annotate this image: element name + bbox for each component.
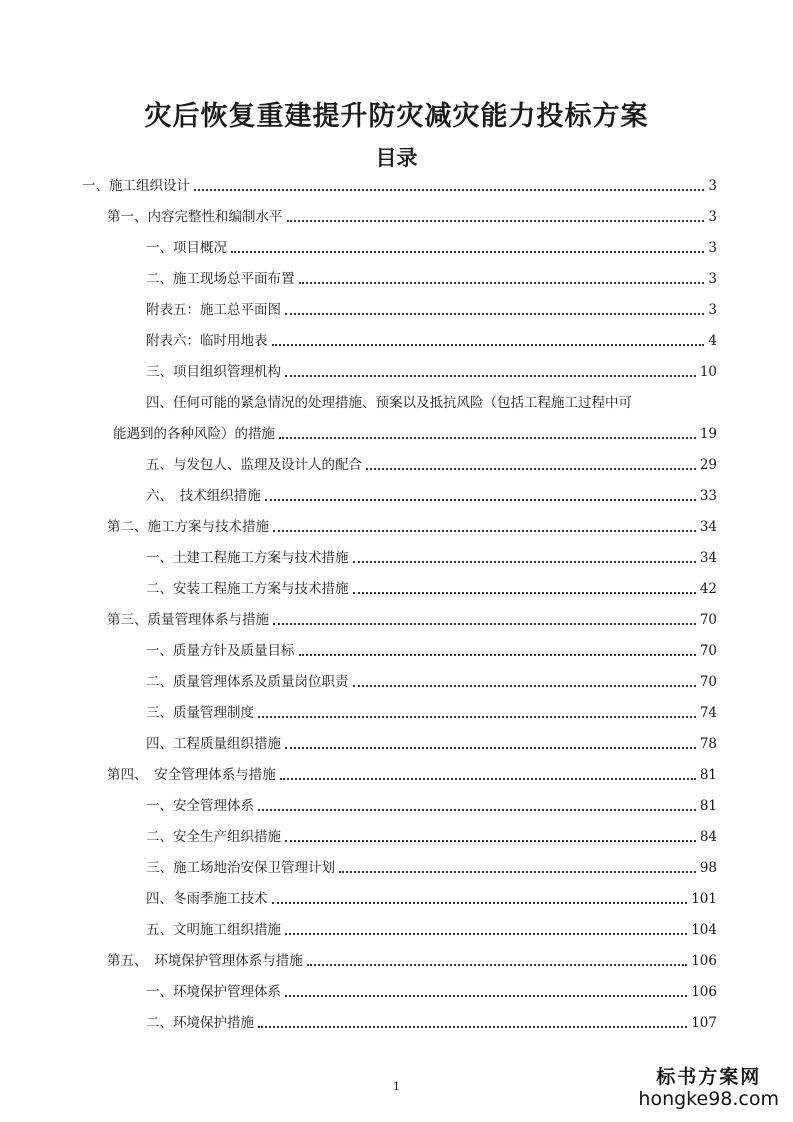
toc-entry-label: 一、质量方针及质量目标 xyxy=(146,643,295,659)
dot-leader xyxy=(285,747,696,749)
toc-entry-page: 101 xyxy=(691,891,717,907)
dot-leader xyxy=(273,530,696,532)
toc-entry-page: 3 xyxy=(708,302,717,318)
dot-leader xyxy=(353,685,696,687)
dot-leader xyxy=(279,437,696,439)
dot-leader xyxy=(353,561,696,563)
toc-entry[interactable] xyxy=(146,1013,717,1033)
watermark-cn: 标书方案网 xyxy=(656,1066,762,1088)
toc-entry[interactable] xyxy=(107,951,717,971)
toc-entry[interactable] xyxy=(146,455,717,475)
dot-leader xyxy=(272,902,688,904)
site-watermark xyxy=(638,1066,779,1110)
toc-entry[interactable] xyxy=(146,331,717,351)
toc-entry-label: 一、项目概况 xyxy=(146,240,227,256)
toc-entry[interactable] xyxy=(146,579,717,599)
dot-leader xyxy=(353,592,696,594)
toc-entry[interactable] xyxy=(146,703,717,723)
toc-entry-page: 4 xyxy=(708,333,717,349)
dot-leader xyxy=(299,282,705,284)
toc-entry[interactable] xyxy=(146,486,717,506)
toc-entry-label: 第一、内容完整性和编制水平 xyxy=(107,209,283,225)
toc-entry-label: 四、冬雨季施工技术 xyxy=(146,891,268,907)
toc-entry-label: 第三、质量管理体系与措施 xyxy=(107,612,269,628)
toc-entry-label: 五、与发包人、监理及设计人的配合 xyxy=(146,457,362,473)
toc-entry[interactable] xyxy=(146,827,717,847)
toc-entry-page: 98 xyxy=(699,860,717,876)
toc-entry[interactable] xyxy=(146,889,717,909)
toc-entry-page: 34 xyxy=(699,519,717,535)
toc-heading: 目录 xyxy=(375,145,418,170)
toc-entry-label: 第四、 安全管理体系与措施 xyxy=(107,767,276,783)
toc-entry-label: 一、土建工程施工方案与技术措施 xyxy=(146,550,349,566)
toc-entry[interactable] xyxy=(113,424,717,444)
toc-entry[interactable] xyxy=(146,300,717,320)
dot-leader xyxy=(265,499,696,501)
toc-entry[interactable] xyxy=(82,176,717,196)
toc-entry-page: 70 xyxy=(699,612,717,628)
toc-entry-label: 二、安装工程施工方案与技术措施 xyxy=(146,581,349,597)
toc-entry[interactable] xyxy=(107,765,717,785)
dot-leader xyxy=(366,468,696,470)
dot-leader xyxy=(231,251,704,253)
toc-entry-page: 81 xyxy=(699,798,717,814)
toc-entry-page: 10 xyxy=(699,364,717,380)
dot-leader xyxy=(307,964,687,966)
toc-entry-page: 42 xyxy=(699,581,717,597)
dot-leader xyxy=(299,654,696,656)
dot-leader xyxy=(285,995,687,997)
dot-leader xyxy=(280,778,696,780)
toc-entry[interactable] xyxy=(146,269,717,289)
toc-entry-label: 二、环境保护措施 xyxy=(146,1015,254,1031)
toc-entry-page: 3 xyxy=(708,240,717,256)
toc-entry-label-line1[interactable]: 四、任何可能的紧急情况的处理措施、预案以及抵抗风险（包括工程施工过程中可 xyxy=(146,395,632,411)
dot-leader xyxy=(194,189,704,191)
toc-entry-label: 一、施工组织设计 xyxy=(82,178,190,194)
toc-entry[interactable] xyxy=(107,610,717,630)
toc-entry-page: 70 xyxy=(699,674,717,690)
toc-entry-page: 106 xyxy=(691,984,717,1000)
document-title: 灾后恢复重建提升防灾减灾能力投标方案 xyxy=(144,101,649,132)
toc-entry-page: 84 xyxy=(699,829,717,845)
toc-entry-page: 107 xyxy=(691,1015,717,1031)
toc-entry-page: 19 xyxy=(699,426,717,442)
toc-entry[interactable] xyxy=(146,796,717,816)
toc-entry[interactable] xyxy=(146,238,717,258)
toc-entry[interactable] xyxy=(146,362,717,382)
toc-entry-label: 三、质量管理制度 xyxy=(146,705,254,721)
toc-entry[interactable] xyxy=(107,517,717,537)
toc-entry-page: 78 xyxy=(699,736,717,752)
dot-leader xyxy=(285,933,687,935)
toc-entry-page: 106 xyxy=(691,953,717,969)
dot-leader xyxy=(285,375,696,377)
toc-entry-label: 第二、施工方案与技术措施 xyxy=(107,519,269,535)
toc-entry-label: 二、质量管理体系及质量岗位职责 xyxy=(146,674,349,690)
toc-entry[interactable] xyxy=(146,982,717,1002)
toc-entry-label: 附表六：临时用地表 xyxy=(146,333,268,349)
toc-entry-page: 81 xyxy=(699,767,717,783)
toc-entry[interactable] xyxy=(146,734,717,754)
dot-leader xyxy=(285,840,696,842)
toc-entry-label: 二、安全生产组织措施 xyxy=(146,829,281,845)
dot-leader xyxy=(287,220,705,222)
toc-entry[interactable] xyxy=(146,548,717,568)
toc-entry[interactable] xyxy=(107,207,717,227)
toc-entry-label: 附表五：施工总平面图 xyxy=(146,302,281,318)
toc-entry-label: 四、工程质量组织措施 xyxy=(146,736,281,752)
dot-leader xyxy=(272,344,705,346)
toc-entry-page: 33 xyxy=(699,488,717,504)
dot-leader xyxy=(285,313,704,315)
toc-entry-label: 五、文明施工组织措施 xyxy=(146,922,281,938)
page-number: 1 xyxy=(393,1080,400,1093)
toc-entry-label: 一、安全管理体系 xyxy=(146,798,254,814)
toc-entry[interactable] xyxy=(146,920,717,940)
toc-entry-page: 29 xyxy=(699,457,717,473)
toc-entry-label: 第五、 环境保护管理体系与措施 xyxy=(107,953,303,969)
toc-entry-page: 34 xyxy=(699,550,717,566)
toc-entry-label-continuation: 能遇到的各种风险）的措施 xyxy=(113,426,275,442)
toc-entry-label: 六、 技术组织措施 xyxy=(146,488,261,504)
toc-entry-label: 三、施工场地治安保卫管理计划 xyxy=(146,860,335,876)
toc-entry[interactable] xyxy=(146,858,717,878)
toc-entry[interactable] xyxy=(146,641,717,661)
watermark-en: hongke98.com xyxy=(638,1088,779,1110)
dot-leader xyxy=(339,871,696,873)
toc-entry-label: 三、项目组织管理机构 xyxy=(146,364,281,380)
toc-entry-page: 3 xyxy=(708,271,717,287)
dot-leader xyxy=(273,623,696,625)
toc-entry[interactable] xyxy=(146,672,717,692)
toc-entry-page: 3 xyxy=(708,178,717,194)
dot-leader xyxy=(258,809,696,811)
toc-entry-label: 一、环境保护管理体系 xyxy=(146,984,281,1000)
toc-entry-page: 104 xyxy=(691,922,717,938)
dot-leader xyxy=(258,1026,687,1028)
toc-entry-label: 二、施工现场总平面布置 xyxy=(146,271,295,287)
dot-leader xyxy=(258,716,696,718)
toc-entry-page: 3 xyxy=(708,209,717,225)
toc-entry-page: 70 xyxy=(699,643,717,659)
toc-entry-page: 74 xyxy=(699,705,717,721)
